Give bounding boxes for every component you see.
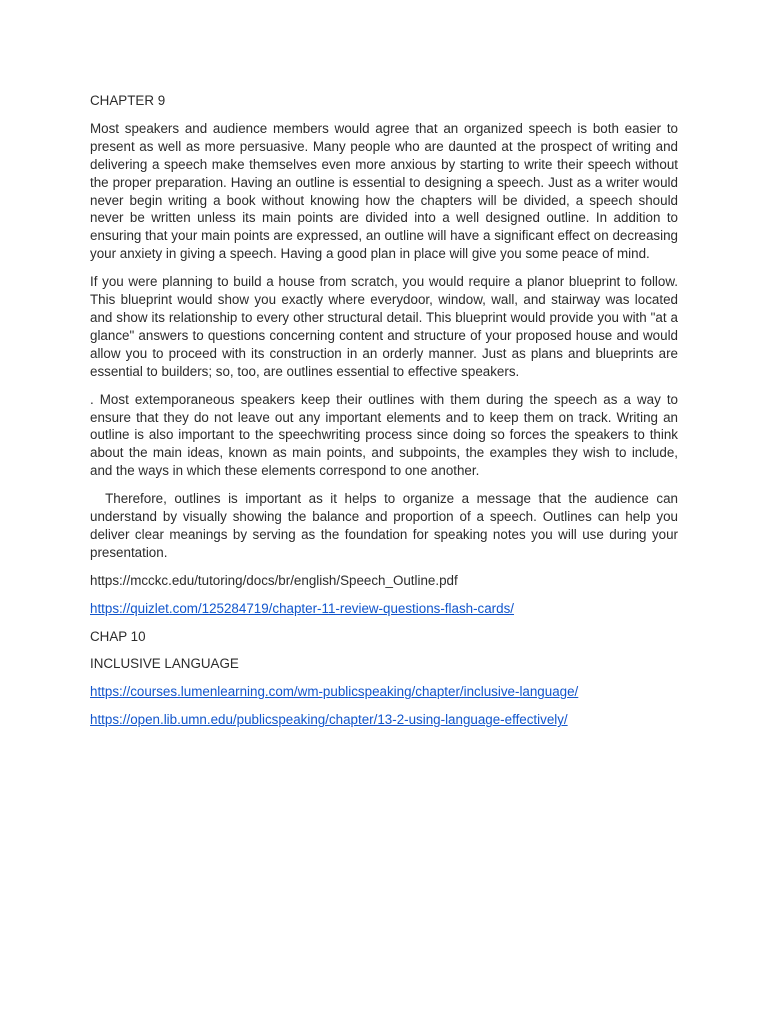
inclusive-language-heading: INCLUSIVE LANGUAGE (90, 656, 239, 672)
chapter-9-paragraph-3: . Most extemporaneous speakers keep their outlines with them during the speech as a way to ensure that they do not leave out any important elements and to keep them on track. Writing an outline is also important to the speechwriting process since doing so forces the speakers to think about the main ideas, known as main points, and subpoints, the examples they wish to include, and the ways in which these elements correspond to one another. (90, 391, 678, 479)
quizlet-link-line (90, 600, 678, 618)
chapter-9-paragraph-2: If you were planning to build a house from scratch, you would require a planor blueprint to follow. This blueprint would show you exactly where everydoor, window, wall, and stairway was located and show its relationship to every other structural detail. This blueprint would provide you with "at a glance" answers to questions concerning content and structure of your proposed house and would allow you to proceed with its construction in an orderly manner. Just as plans and blueprints are essential to builders; so, too, are outlines essential to effective speakers. (90, 274, 678, 379)
chapter-9-paragraph-4: Therefore, outlines is important as it helps to organize a message that the audience can understand by visually showing the balance and proportion of a speech. Outlines can help you deliver clear meanings by serving as the foundation for speaking notes you will use during your presentation. (90, 491, 682, 560)
speech-outline-reference: https://mcckc.edu/tutoring/docs/br/english/Speech_Outline.pdf (90, 572, 458, 588)
lumenlearning-link-line (90, 683, 678, 701)
umn-library-link[interactable]: https://open.lib.umn.edu/publicspeaking/chapter/13-2-using-language-effectively/ (90, 712, 568, 728)
chapter-9-paragraph-1: Most speakers and audience members would agree that an organized speech is both easier to present as well as more persuasive. Many people who are daunted at the prospect of writing and delivering a speech make themselves even more anxious by starting to write their speech without the proper preparation. Having an outline is essential to designing a speech. Just as a writer would never begin writing a book without knowing how the chapters will be divided, a speech should never be written unless its main points are divided into a well designed outline. In addition to ensuring that your main points are expressed, an outline will have a significant effect on decreasing your anxiety in giving a speech. Having a good plan in place will give you some peace of mind. (90, 120, 678, 262)
quizlet-link[interactable]: https://quizlet.com/125284719/chapter-11-review-questions-flash-cards/ (90, 600, 515, 616)
umn-library-link-line (90, 711, 678, 729)
chapter-9-heading: CHAPTER 9 (90, 93, 166, 108)
lumenlearning-link[interactable]: https://courses.lumenlearning.com/wm-publicspeaking/chapter/inclusive-language/ (90, 684, 579, 700)
chapter-10-heading: CHAP 10 (90, 628, 146, 644)
